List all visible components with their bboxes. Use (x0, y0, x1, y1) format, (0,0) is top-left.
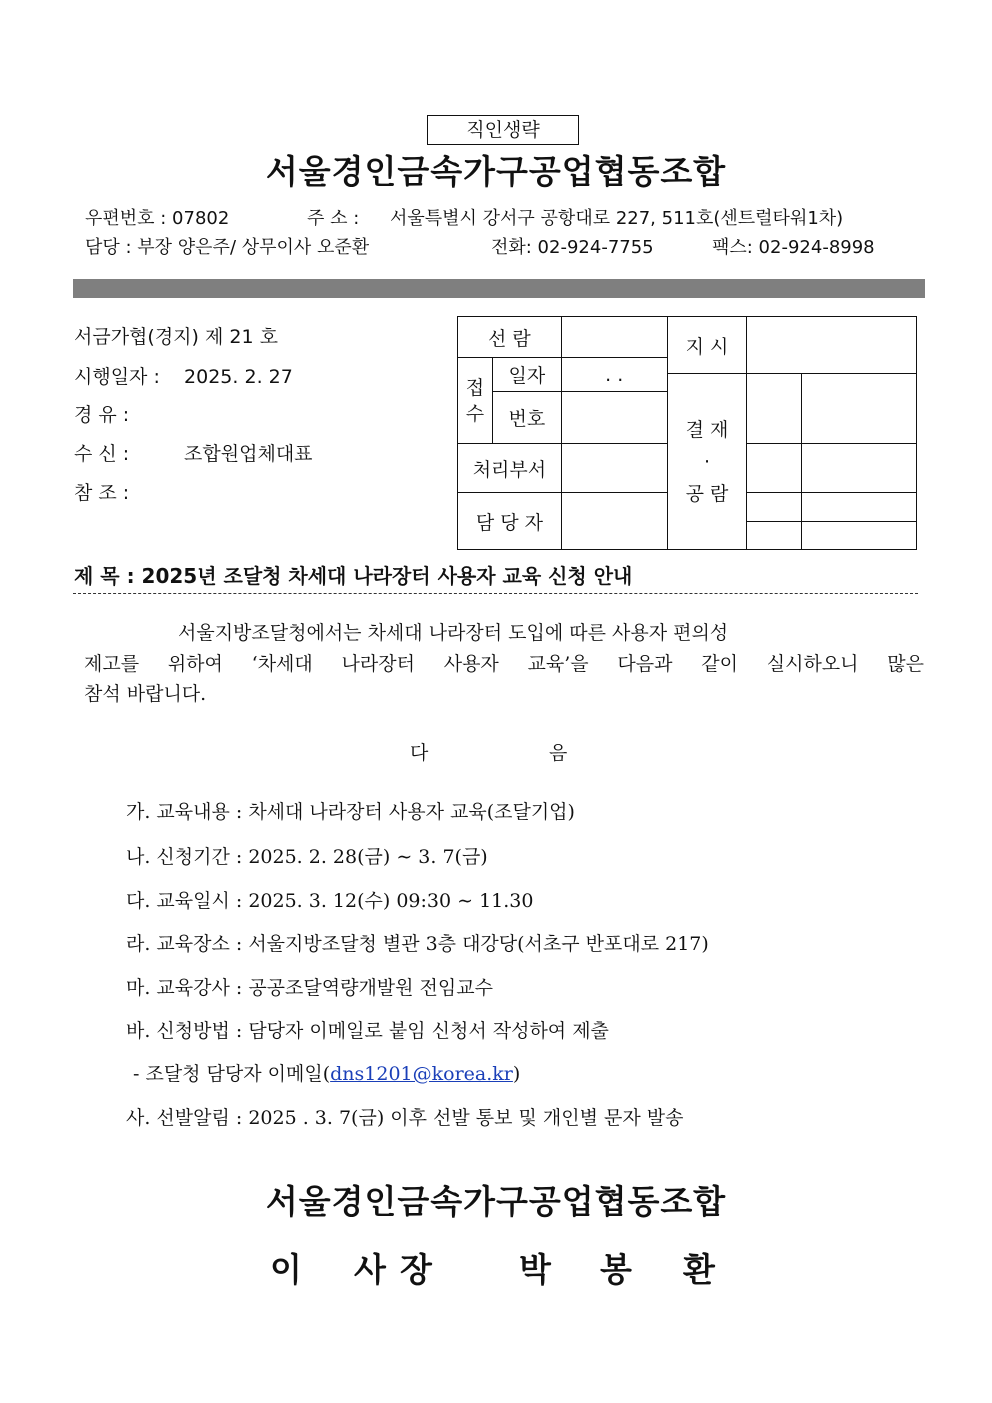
person-in-charge-value (561, 493, 667, 550)
recipient-row (74, 439, 313, 466)
item-instructor: 마. 교육강사 : 공공조달역량개발원 전임교수 (126, 977, 493, 999)
subject-title: 2025년 조달청 차세대 나라장터 사용자 교육 신청 안내 (141, 564, 633, 588)
header-divider-bar (73, 279, 925, 298)
recipient-label: 수 신 : (74, 443, 130, 465)
reference-row (74, 478, 178, 505)
via-label: 경 유 : (74, 404, 130, 426)
email-prefix: - 조달청 담당자 이메일( (133, 1063, 331, 1085)
preview-cell (561, 317, 667, 358)
address: 서울특별시 강서구 공항대로 227, 511호(센트럴타워1차) (390, 208, 844, 229)
notice-heading-eum: 음 (549, 742, 568, 764)
body-line-3: 참석 바랍니다. (84, 683, 207, 705)
signature-char: 봉 (600, 1250, 632, 1289)
approval-label-line2: · (703, 450, 710, 473)
instruction-label: 지 시 (667, 317, 747, 374)
approval-slot-b3 (802, 493, 917, 550)
approval-slot-divider (802, 521, 916, 522)
receipt-label-char1: 접 (465, 376, 485, 399)
enforcement-date-row (74, 362, 293, 389)
approval-table (457, 316, 917, 550)
processing-department-label: 처리부서 (458, 444, 562, 493)
signature-char: 사 (354, 1250, 386, 1289)
signature-organization: 서울경인금속가구공업협동조합 (265, 1182, 727, 1221)
subject-row (74, 560, 632, 589)
reference-label: 참 조 : (74, 482, 130, 504)
item-education-datetime: 다. 교육일시 : 2025. 3. 12(수) 09:30 ∼ 11.30 (126, 890, 534, 912)
via-row (74, 400, 178, 427)
item-selection-notice: 사. 선발알림 : 2025 . 3. 7(금) 이후 선발 통보 및 개인별 문자 발송 (126, 1107, 684, 1129)
receipt-date-label: 일자 (492, 358, 561, 392)
receipt-number-label: 번호 (492, 392, 561, 444)
signature-char: 장 (400, 1250, 432, 1289)
signature-char: 박 (519, 1250, 551, 1289)
approval-slot-b2 (802, 444, 917, 493)
approval-review-label (667, 374, 747, 550)
address-label: 주 소 : (307, 208, 360, 229)
receipt-number-value (561, 392, 667, 444)
person-in-charge-label: 담 당 자 (458, 493, 562, 550)
email-suffix: ) (512, 1063, 521, 1085)
item-email-line (133, 1059, 520, 1086)
postal-code: 우편번호 : 07802 (85, 208, 230, 229)
receipt-date-value: . . (561, 358, 667, 392)
seal-omitted-box: 직인생략 (427, 115, 579, 145)
contact-person: 담당 : 부장 양은주/ 상무이사 오준환 (85, 237, 370, 258)
organization-title: 서울경인금속가구공업협동조합 (265, 152, 727, 191)
subject-label: 제 목 : (74, 564, 135, 588)
item-education-content: 가. 교육내용 : 차세대 나라장터 사용자 교육(조달기업) (126, 801, 575, 823)
phone-number: 전화: 02-924-7755 (491, 237, 654, 258)
fax-number: 팩스: 02-924-8998 (712, 237, 875, 258)
approval-slot-a2 (747, 444, 802, 493)
approval-slot-a3 (747, 493, 802, 550)
approval-slot-divider (747, 521, 801, 522)
approval-slot-a1 (747, 374, 802, 444)
recipient-value: 조합원업체대표 (184, 443, 313, 465)
approval-label-line3: 공 람 (685, 482, 729, 505)
item-application-method: 바. 신청방법 : 담당자 이메일로 붙임 신청서 작성하여 제출 (126, 1020, 609, 1042)
item-education-location: 라. 교육장소 : 서울지방조달청 별관 3층 대강당(서초구 반포대로 217) (126, 933, 709, 955)
signature-char: 이 (270, 1250, 302, 1289)
contact-email-link[interactable]: dns1201@korea.kr (330, 1063, 513, 1085)
body-line-1: 서울지방조달청에서는 차세대 나라장터 도입에 따른 사용자 편의성 (178, 622, 729, 644)
preview-label: 선 람 (458, 317, 562, 358)
instruction-cell (747, 317, 917, 374)
enforcement-date-label: 시행일자 : (74, 366, 160, 388)
body-line-2: 제고를 위하여 ‘차세대 나라장터 사용자 교육’을 다음과 같이 실시하오니 많은 (84, 653, 924, 675)
approval-label-line1: 결 재 (685, 418, 729, 441)
receipt-label (458, 358, 493, 444)
receipt-label-char2: 수 (465, 402, 485, 425)
notice-heading-da: 다 (410, 742, 429, 764)
processing-department-value (561, 444, 667, 493)
subject-dashed-divider (73, 593, 918, 594)
enforcement-date-value: 2025. 2. 27 (184, 366, 293, 388)
signature-char: 환 (683, 1250, 715, 1289)
item-application-period: 나. 신청기간 : 2025. 2. 28(금) ∼ 3. 7(금) (126, 846, 488, 868)
approval-slot-b1 (802, 374, 917, 444)
document-number: 서금가협(경지) 제 21 호 (74, 326, 278, 348)
